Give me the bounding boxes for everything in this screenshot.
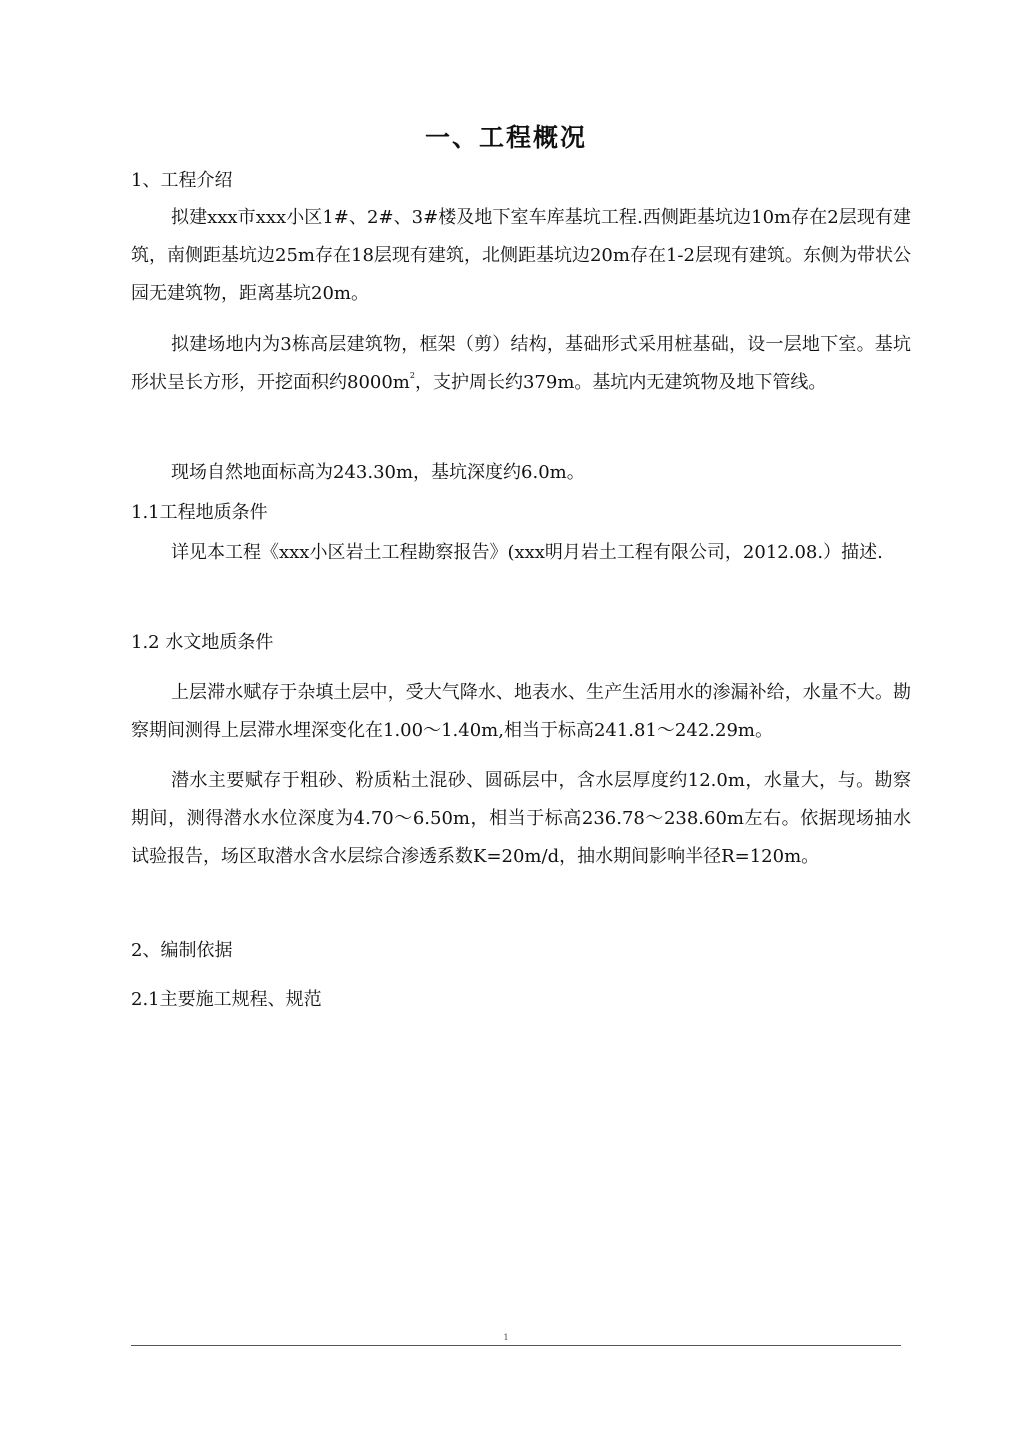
section-heading-hydrogeology: 1.2 水文地质条件	[131, 632, 274, 653]
section-heading-project-intro: 1、工程介绍	[131, 170, 233, 191]
paragraph-building-structure-text-end: ，支护周长约379m。基坑内无建筑物及地下管线。	[414, 372, 827, 393]
paragraph-phreatic-water: 潜水主要赋存于粗砂、粉质粘土混砂、圆砾层中，含水层厚度约12.0m，水量大，与。勘察期间，测得潜水水位深度为4.70～6.50m，相当于标高236.78～238.60m左右。依据现场抽水试验报告，场区取潜水含水层综合渗透系数K=20m/d，抽水期间影响半径R=120m。	[131, 770, 911, 867]
page-number: 1	[503, 1333, 509, 1342]
section-heading-basis: 2、编制依据	[131, 940, 233, 961]
paragraph-building-structure-text: 拟建场地内为3栋高层建筑物，框架（剪）结构，基础形式采用桩基础，设一层地下室。基坑形状呈长方形，开挖面积约8000m	[131, 334, 911, 393]
paragraph-perched-water: 上层滞水赋存于杂填土层中，受大气降水、地表水、生产生活用水的渗漏补给，水量不大。勘察期间测得上层滞水埋深变化在1.00～1.40m,相当于标高241.81～242.29m。	[131, 682, 911, 741]
superscript-squared: 2	[409, 371, 415, 380]
paragraph-project-location: 拟建xxx市xxx小区1#、2#、3#楼及地下室车库基坑工程.西侧距基坑边10m存在2层现有建筑，南侧距基坑边25m存在18层现有建筑，北侧距基坑边20m存在1-2层现有建筑。东侧为带状公园无建筑物，距离基坑20m。	[131, 207, 911, 304]
paragraph-building-structure	[131, 326, 911, 402]
paragraph-ground-elevation: 现场自然地面标高为243.30m，基坑深度约6.0m。	[171, 462, 585, 483]
section-heading-codes: 2.1主要施工规程、规范	[131, 989, 322, 1010]
paragraph-geology-report: 详见本工程《xxx小区岩土工程勘察报告》(xxx明月岩土工程有限公司，2012.08.）描述.	[171, 542, 883, 563]
page-title: 一、工程概况	[424, 123, 587, 152]
section-heading-geology: 1.1工程地质条件	[131, 502, 268, 523]
footer-divider	[131, 1345, 901, 1346]
